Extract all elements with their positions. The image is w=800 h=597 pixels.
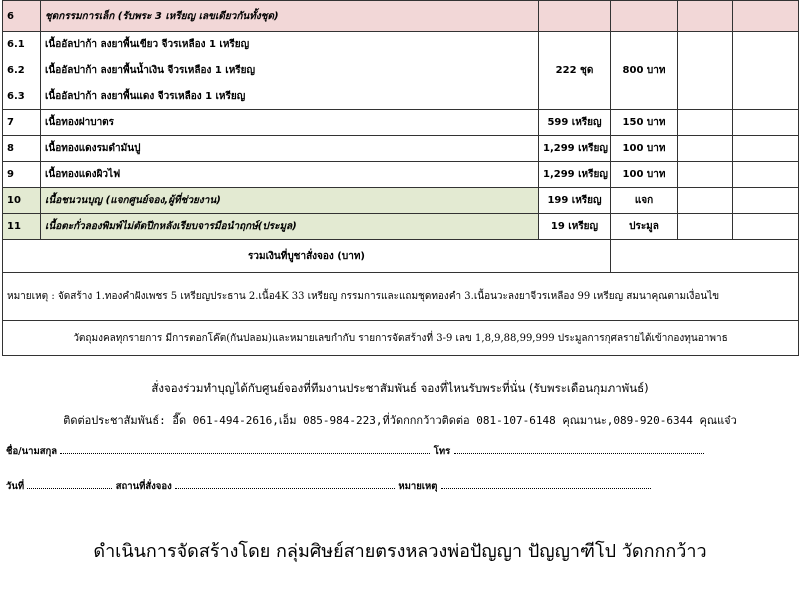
row-quantity: 1,299 เหรียญ: [539, 136, 611, 162]
row-number: 6: [3, 1, 41, 32]
note-row: [3, 273, 799, 321]
row-price: ประมูล: [611, 214, 678, 240]
row-number: 8: [3, 136, 41, 162]
note-text: หมายเหตุ : จัดสร้าง 1.ทองคำฝังเพชร 5 เหรียญประธาน 2.เนื้อ4K 33 เหรียญ กรรมการและแถมชุดทองคำ 3.เนื้อนวะลงยาจีวรเหลือง 99 เหรียญ สมนาคุณตามเงื่อนไข: [3, 273, 799, 321]
booking-info: สั่งจองร่วมทำบุญได้กับศูนย์จองที่ทีมงานประชาสัมพันธ์ จองที่ไหนรับพระที่นั่น (รับพระเดือนกุมภาพันธ์): [151, 381, 649, 395]
row-description: เนื้ออัลปาก้า ลงยาพื้นแดง จีวรเหลือง 1 เหรียญ: [41, 84, 539, 110]
table-row: [3, 188, 799, 214]
date-field[interactable]: [27, 479, 112, 489]
phone-field[interactable]: [454, 444, 704, 454]
place-field[interactable]: [175, 479, 395, 489]
row-number: 6.1: [3, 32, 41, 58]
row-description: เนื้อทองแดงรมดำมันปู: [41, 136, 539, 162]
name-label: ชื่อ/นามสกุล: [6, 446, 58, 457]
row-price: 100 บาท: [611, 162, 678, 188]
row-quantity: 199 เหรียญ: [539, 188, 611, 214]
order-table: [2, 0, 799, 356]
footer-text: ดำเนินการจัดสร้างโดย กลุ่มศิษย์สายตรงหลวงพ่อปัญญา ปัญญาฑีโป วัดกกกว้าว: [93, 541, 707, 562]
row-number: 9: [3, 162, 41, 188]
phone-label: โทร: [433, 446, 451, 457]
row-price: 150 บาท: [611, 110, 678, 136]
row-description: เนื้ออัลปาก้า ลงยาพื้นเขียว จีวรเหลือง 1 เหรียญ: [41, 32, 539, 58]
row-number: 7: [3, 110, 41, 136]
row-description: เนื้อทองแดงผิวไฟ: [41, 162, 539, 188]
row-description: ชุดกรรมการเล็ก (รับพระ 3 เหรียญ เลขเดียวกันทั้งชุด): [41, 1, 539, 32]
place-label: สถานที่สั่งจอง: [115, 481, 172, 492]
table-row: [3, 214, 799, 240]
total-value: [611, 240, 799, 273]
row-price: 800 บาท: [611, 32, 678, 110]
table-row: [3, 1, 799, 32]
row-description: เนื้อตะกั่วลองพิมพ์ไม่ตัดปีกหลังเรียบจารมือนำฤกษ์(ประมูล): [41, 214, 539, 240]
table-row: [3, 110, 799, 136]
row-number: 10: [3, 188, 41, 214]
row-number: 6.2: [3, 58, 41, 84]
form-row-name: [6, 444, 704, 459]
contact-info: ติดต่อประชาสัมพันธ์: อี๊ด 061-494-2616,เอ็ม 085-984-223,ที่วัดกกกว้าวติดต่อ 081-107-6148 คุณมานะ,089-920-6344 คุณแจ๋ว: [63, 414, 737, 427]
row-quantity: 1,299 เหรียญ: [539, 162, 611, 188]
row-number: 6.3: [3, 84, 41, 110]
row-description: เนื้อชนวนบุญ (แจกศูนย์จอง,ผู้ที่ช่วยงาน): [41, 188, 539, 214]
remark-label: หมายเหตุ: [398, 481, 438, 492]
table-row: [3, 32, 799, 58]
row-quantity: 599 เหรียญ: [539, 110, 611, 136]
total-row: [3, 240, 799, 273]
form-row-date: [6, 479, 651, 494]
total-label: รวมเงินที่บูชาสั่งจอง (บาท): [3, 240, 611, 273]
note-row: [3, 321, 799, 356]
row-price: แจก: [611, 188, 678, 214]
date-label: วันที่: [6, 481, 25, 492]
row-number: 11: [3, 214, 41, 240]
name-field[interactable]: [60, 444, 430, 454]
table-row: [3, 136, 799, 162]
remark-field[interactable]: [441, 479, 651, 489]
row-quantity: 222 ชุด: [539, 32, 611, 110]
note-text-2: วัตถุมงคลทุกรายการ มีการตอกโค๊ต(กันปลอม)และหมายเลขกำกับ รายการจัดสร้างที่ 3-9 เลข 1,8,9,88,99,999 ประมูลการกุศลรายได้เข้ากองทุนอาพาธ: [3, 321, 799, 356]
row-description: เนื้อทองฝาบาตร: [41, 110, 539, 136]
table-row: [3, 162, 799, 188]
row-price: 100 บาท: [611, 136, 678, 162]
row-quantity: 19 เหรียญ: [539, 214, 611, 240]
row-description: เนื้ออัลปาก้า ลงยาพื้นน้ำเงิน จีวรเหลือง 1 เหรียญ: [41, 58, 539, 84]
